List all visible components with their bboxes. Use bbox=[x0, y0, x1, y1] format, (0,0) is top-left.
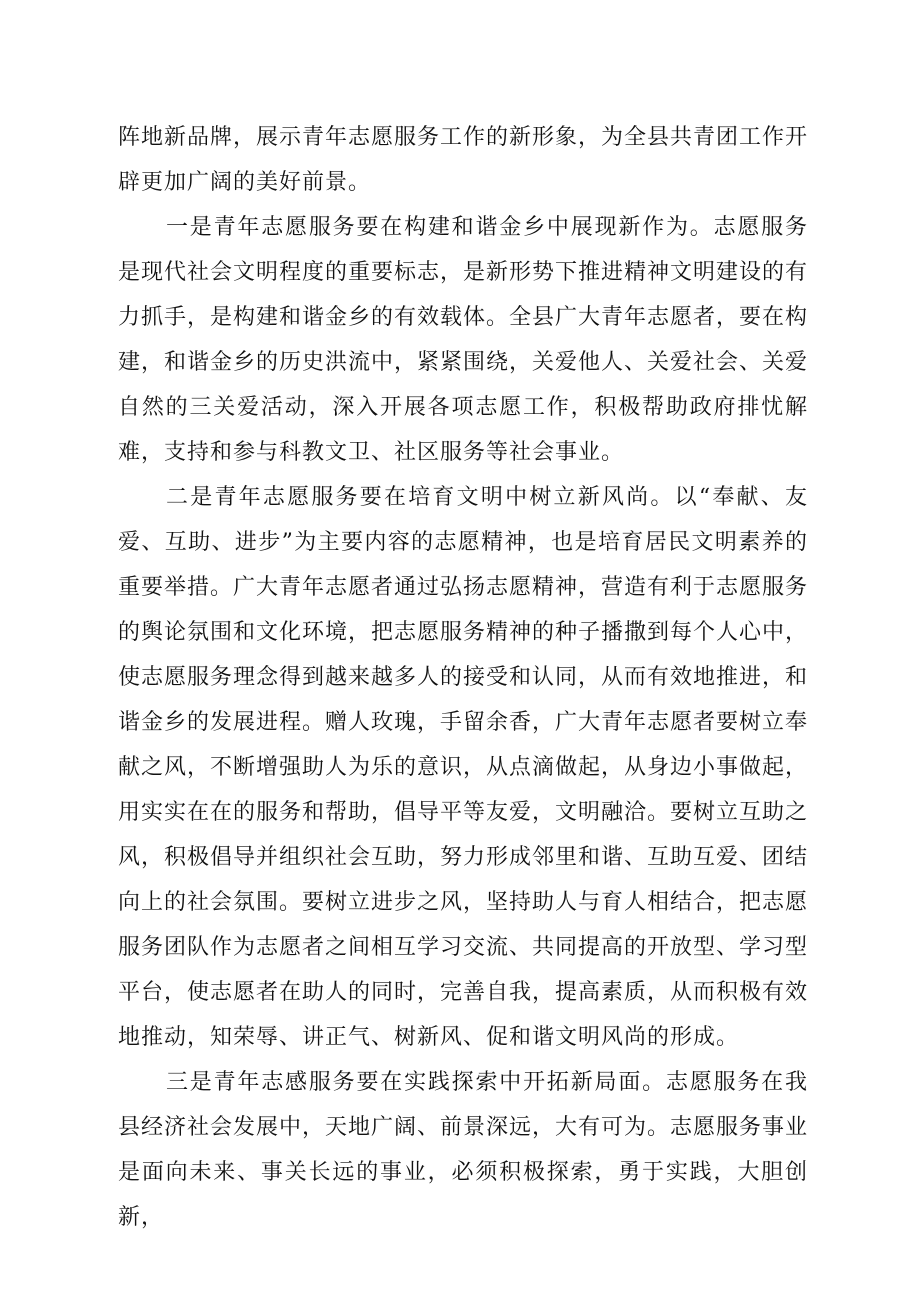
paragraph-two: 二是青年志愿服务要在培育文明中树立新风尚。以“奉献、友爱、互助、进步”为主要内容的志愿精神，也是培育居民文明素养的重要举措。广大青年志愿者通过弘扬志愿精神，营造有利于志愿服务的舆论氛围和文化环境，把志愿服务精神的种子播撒到每个人心中，使志愿服务理念得到越来越多人的接受和认同，从而有效地推进，和谐金乡的发展进程。赠人玫瑰，手留余香，广大青年志愿者要树立奉献之风，不断增强助人为乐的意识，从点滴做起，从身边小事做起，用实实在在的服务和帮助，倡导平等友爱，文明融洽。要树立互助之风，积极倡导并组织社会互助，努力形成邻里和谐、互助互爱、团结向上的社会氛围。要树立进步之风，坚持助人与育人相结合，把志愿服务团队作为志愿者之间相互学习交流、共同提高的开放型、学习型平台，使志愿者在助人的同时，完善自我，提高素质，从而积极有效地推动，知荣辱、讲正气、树新风、促和谐文明风尚的形成。 bbox=[118, 485, 809, 1050]
paragraph-three: 三是青年志感服务要在实践探索中开拓新局面。志愿服务在我县经济社会发展中，天地广阔、前景深远，大有可为。志愿服务事业是面向未来、事关长远的事业，必须积极探索，勇于实践，大胆创新， bbox=[118, 1070, 809, 1230]
document-body bbox=[118, 115, 808, 1240]
paragraph-one: 一是青年志愿服务要在构建和谐金乡中展现新作为。志愿服务是现代社会文明程度的重要标志，是新形势下推进精神文明建设的有力抓手，是构建和谐金乡的有效载体。全县广大青年志愿者，要在构建，和谐金乡的历史洪流中，紧紧围绕，关爱他人、关爱社会、关爱自然的三关爱活动，深入开展各项志愿工作，积极帮助政府排忧解难，支持和参与科教文卫、社区服务等社会事业。 bbox=[118, 215, 809, 465]
paragraph-continuation: 阵地新品牌，展示青年志愿服务工作的新形象，为全县共青团工作开辟更加广阔的美好前景。 bbox=[118, 125, 809, 195]
